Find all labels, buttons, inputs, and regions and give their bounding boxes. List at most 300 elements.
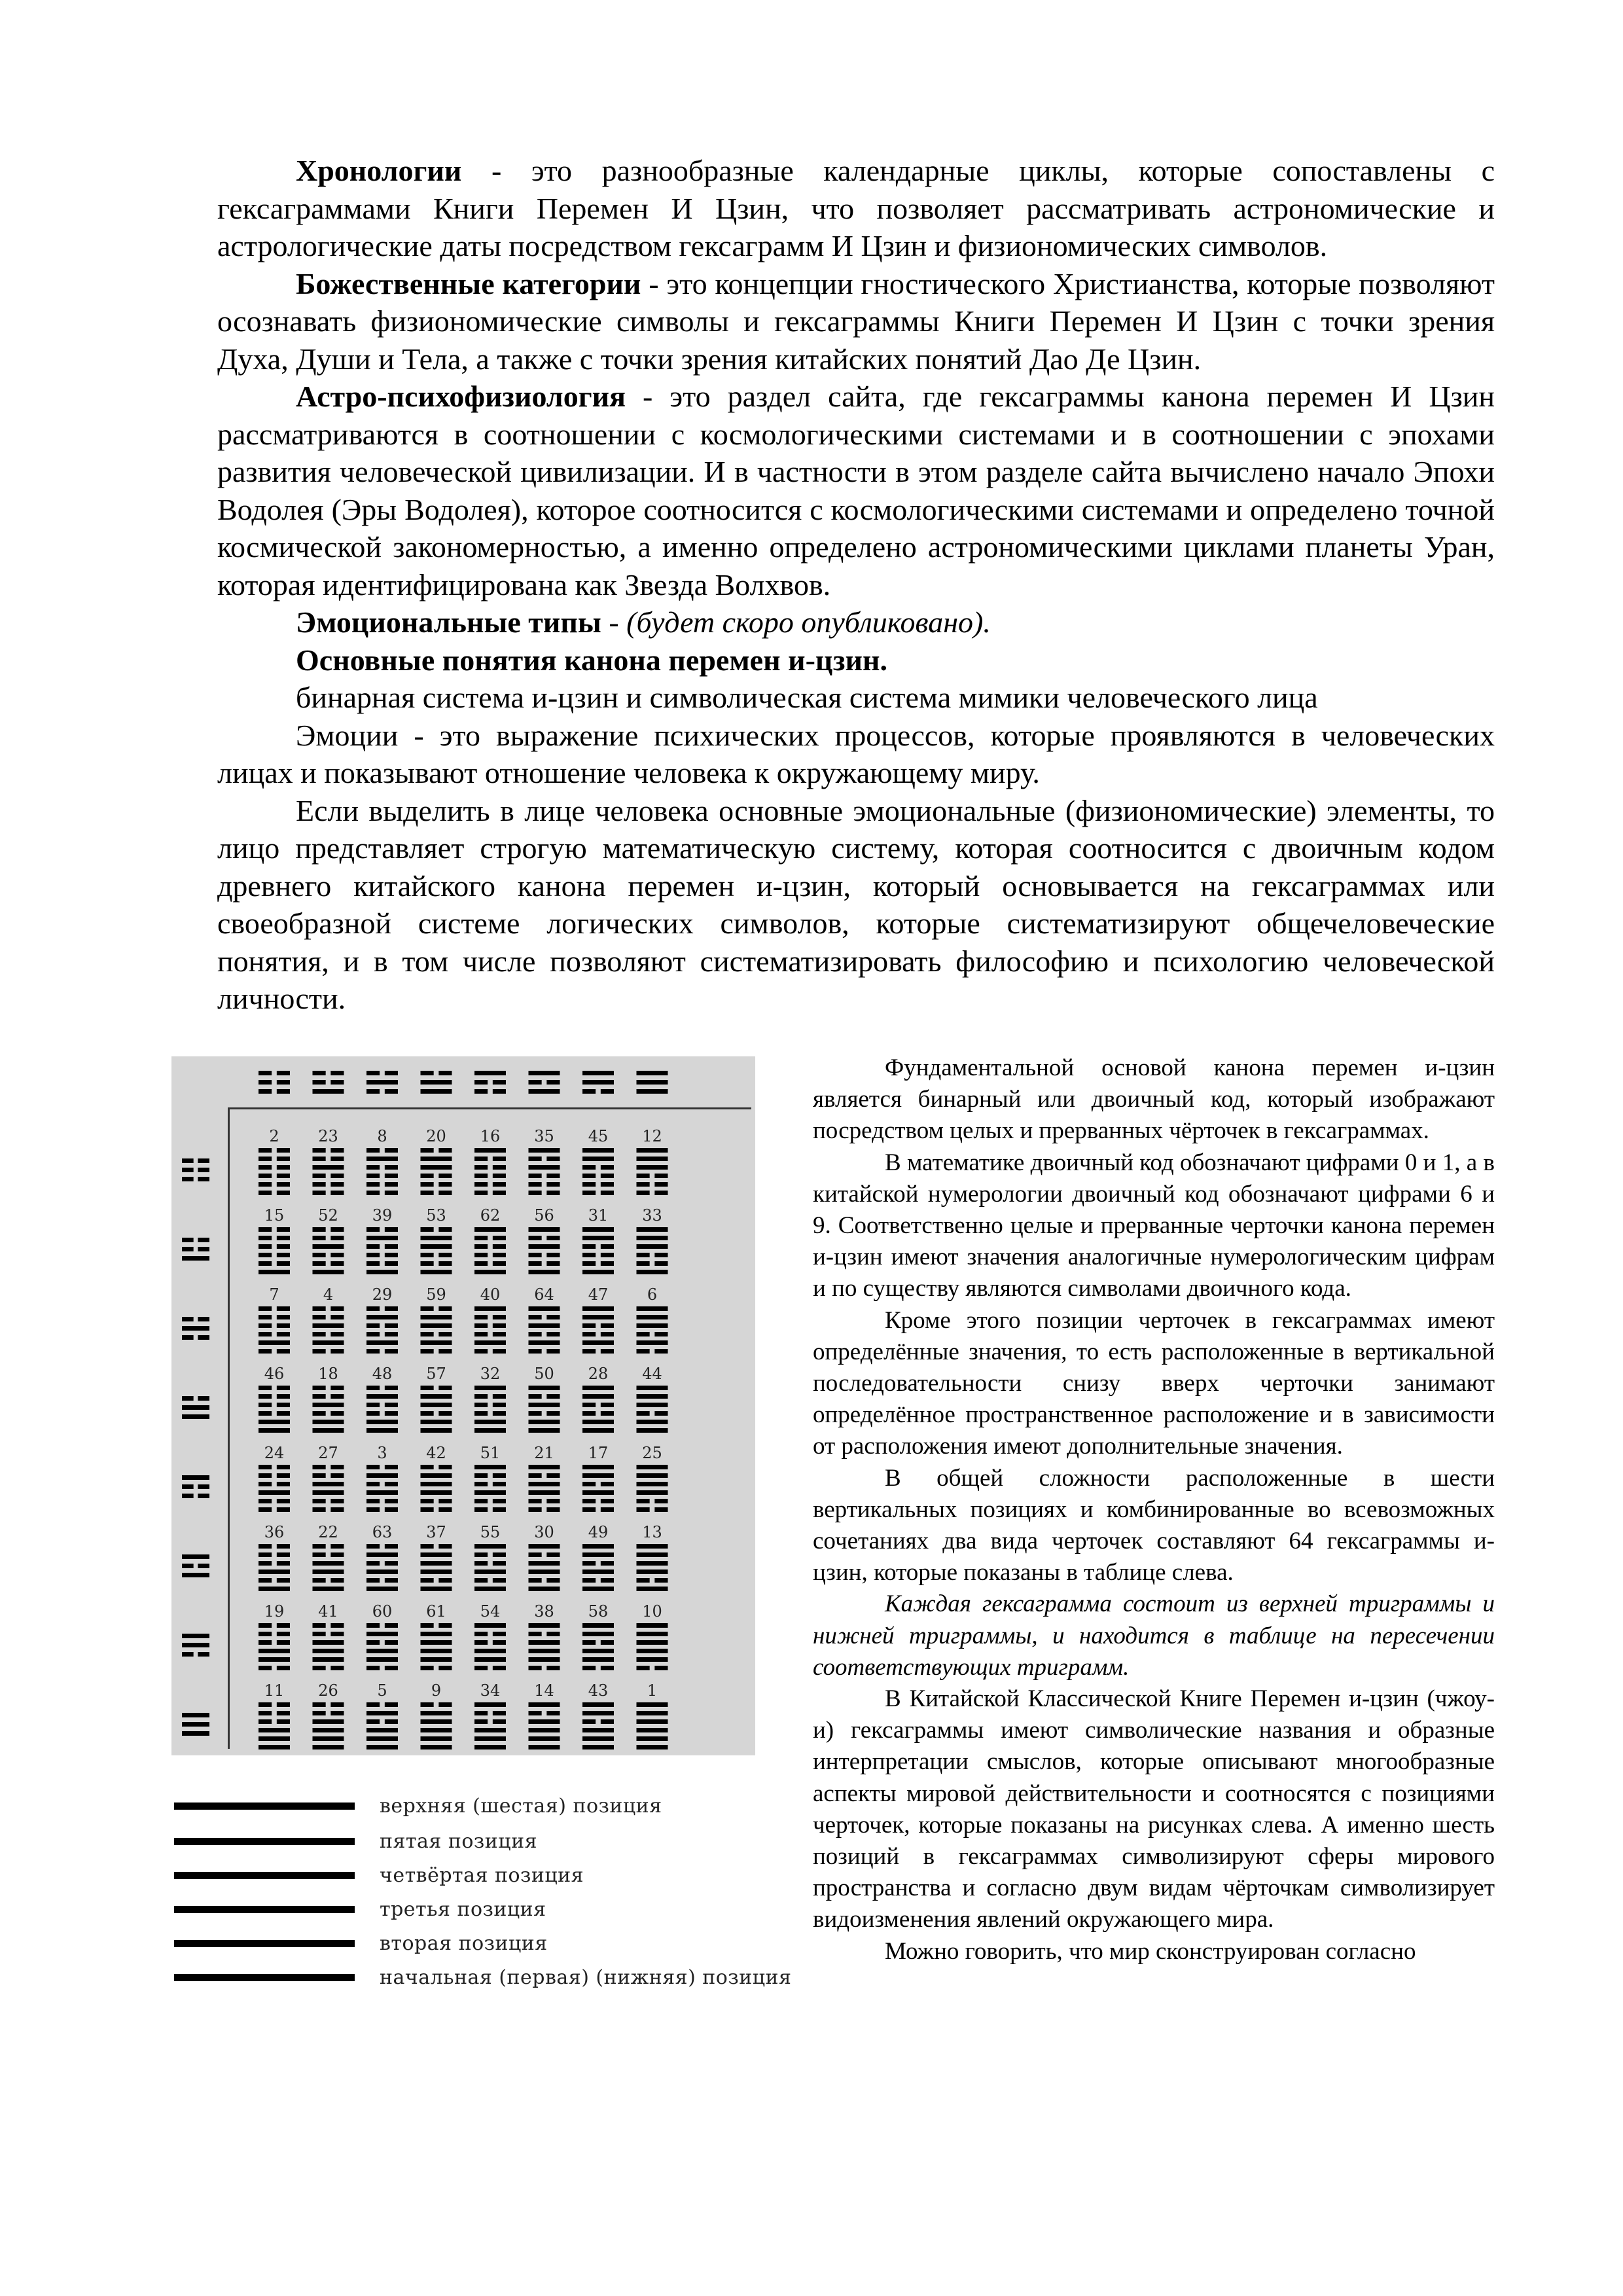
hexagram-line [474,1490,506,1495]
hexagram-line [313,1544,326,1549]
hexagram-line [529,1411,542,1416]
hexagram-line [330,1499,344,1503]
hexagram-line [313,1736,344,1741]
row-trigram-line [182,1643,209,1647]
hexagram-line [582,1174,596,1178]
hexagram-line [582,1711,614,1715]
header-trigram-line [385,1071,398,1075]
hexagram-line [601,1499,614,1503]
hexagram-line [366,1578,380,1583]
hexagram-number: 4 [323,1285,334,1304]
hexagram-line [421,1657,452,1662]
hexagram-line [421,1623,434,1628]
hexagram-line [474,1552,488,1557]
hexagram-line [529,1552,542,1557]
hexagram-line [529,1632,542,1636]
hexagram-line [421,1640,452,1645]
hexagram-number: 50 [534,1365,554,1383]
row-trigram-line [182,1177,194,1181]
hexagram-line [582,1499,596,1503]
hexagram-line [637,1666,650,1670]
hexagram-line [366,1640,380,1645]
hexagram-line [330,1182,344,1187]
hexagram-line [421,1428,452,1433]
row-trigram-line [182,1335,194,1340]
hexagram-line [313,1428,344,1433]
hexagram-line [330,1253,344,1257]
hexagram-line [474,1191,488,1195]
header-trigram-line [277,1080,290,1085]
hexagram-number: 13 [642,1523,662,1541]
hexagram-line [330,1174,344,1178]
hexagram-line [582,1428,614,1433]
hexagram-line [474,1253,488,1257]
header-trigram-line [313,1071,326,1075]
hexagram-line [421,1473,452,1478]
hexagram-line [493,1332,506,1336]
hexagram-line [637,1649,668,1653]
hexagram-line [259,1340,290,1345]
hexagram-line [366,1244,380,1249]
hexagram-line [493,1244,506,1249]
hexagram-line [546,1174,560,1178]
hexagram-line [330,1544,344,1549]
hexagram-line [259,1736,290,1741]
hexagram-line [313,1182,326,1187]
hexagram-line [421,1552,452,1557]
row-trigram-line [198,1238,209,1242]
hexagram-line [529,1165,560,1170]
hexagram-line [421,1411,434,1416]
hexagram-line [277,1165,290,1170]
hexagram-line [366,1165,380,1170]
hexagram-line [474,1649,506,1653]
header-trigram-line [259,1071,272,1075]
hexagram-line [582,1561,596,1566]
grid-rule-horizontal [228,1107,751,1109]
hexagram-line [546,1332,560,1336]
hexagram-line [313,1578,326,1583]
hexagram-line [546,1507,560,1512]
hexagram-line [493,1323,506,1328]
hexagram-line [259,1507,272,1512]
hexagram-line [637,1332,650,1336]
hexagram-line [474,1182,488,1187]
hexagram-line [366,1482,380,1486]
hexagram-line [259,1386,272,1390]
hexagram-line [366,1157,398,1161]
hexagram-line [259,1728,290,1732]
hexagram-line [366,1411,380,1416]
hexagram-line [474,1499,488,1503]
hexagram-number: 16 [480,1127,501,1145]
hexagram-line [474,1227,506,1232]
hexagram-number: 18 [318,1365,338,1383]
row-trigram-line [182,1475,209,1480]
row-trigram-line [182,1484,194,1489]
header-trigram-line [366,1089,380,1094]
hexagram-line [637,1244,668,1249]
hexagram-line [493,1640,506,1645]
hexagram-line [546,1411,560,1416]
header-trigram-line [582,1080,614,1085]
hexagram-number: 26 [318,1681,338,1700]
hexagram-line [474,1657,506,1662]
hexagram-line [313,1386,326,1390]
hexagram-line [582,1728,614,1732]
hexagram-line [366,1394,398,1399]
hexagram-line [421,1728,452,1732]
hexagram-line [601,1666,614,1670]
row-trigram-line [198,1484,209,1489]
hexagram-line [582,1386,614,1390]
header-trigram-line [421,1089,452,1094]
hexagram-line [385,1349,398,1354]
hexagram-line [438,1507,452,1512]
hexagram-line [474,1473,488,1478]
hexagram-line [637,1745,668,1749]
header-trigram-line [546,1080,560,1085]
hexagram-line [582,1666,596,1670]
hexagram-line [601,1191,614,1195]
hexagram-number: 56 [534,1206,554,1225]
hexagram-line [366,1507,380,1512]
hexagram-line [366,1340,398,1345]
hexagram-line [313,1632,326,1636]
hexagram-line [474,1261,488,1266]
hexagram-line [529,1174,542,1178]
hexagram-number: 64 [534,1285,554,1304]
row-trigram-line [198,1564,209,1568]
hexagram-line [438,1332,452,1336]
hexagram-line [277,1640,290,1645]
hexagram-line [546,1191,560,1195]
paragraph-trigrams: Каждая гексаграмма состоит из верхней триграммы и нижней триграммы, и находится в таблице на пересечении соответствующих триграмм. [813,1590,1495,1681]
hexagram-line [259,1182,272,1187]
hexagram-number: 48 [372,1365,393,1383]
hexagram-line [366,1745,398,1749]
hexagram-line [529,1587,560,1591]
row-trigram-line [182,1564,194,1568]
hexagram-line [637,1191,650,1195]
hexagram-line [474,1482,488,1486]
hexagram-line [313,1719,344,1724]
hexagram-line [637,1736,668,1741]
hexagram-line [637,1490,668,1495]
hexagram-line [474,1386,506,1390]
hexagram-line [654,1666,668,1670]
hexagram-line [582,1702,614,1707]
hexagram-line [474,1244,488,1249]
header-trigram-line [313,1080,326,1085]
hexagram-line [529,1544,560,1549]
hexagram-line [385,1640,398,1645]
hexagram-line [438,1411,452,1416]
header-trigram-line [385,1089,398,1094]
header-trigram-line [330,1071,344,1075]
hexagram-line [474,1623,506,1628]
hexagram-line [259,1315,272,1319]
hexagram-line [438,1174,452,1178]
section-heading: Основные понятия канона перемен и-цзин. [296,643,887,677]
hexagram-line [313,1482,344,1486]
hexagram-line [582,1148,614,1153]
paragraph-divine-categories: Божественные категории - это концепции гностического Христианства, которые позволяют осознавать физиономические символы и гексаграммы Книги Перемен И Цзин с точки зрения Духа, Души и Тела, а также с точки зрения китайских понятий Дао Де Цзин. [217,266,1495,376]
hexagram-line [421,1745,452,1749]
hexagram-line [366,1649,398,1653]
hexagram-line [582,1465,614,1469]
hexagram-line [313,1148,326,1153]
hexagram-line [546,1394,560,1399]
paragraph-combinations: В общей сложности расположенные в шести вертикальных позициях и комбинированные во всевозможных сочетаниях два вида черточек составляют 64 гексаграммы и-цзин, которые показаны в таблице слева. [813,1464,1495,1587]
header-trigram-line [330,1080,344,1085]
hexagram-table [171,1056,755,1755]
hexagram-line [277,1174,290,1178]
hexagram-line [259,1719,272,1724]
hexagram-line [582,1490,614,1495]
hexagram-line [313,1323,344,1328]
hexagram-line [546,1157,560,1161]
hexagram-line [259,1490,290,1495]
hexagram-line [637,1561,668,1566]
hexagram-line [529,1578,542,1583]
hexagram-number: 52 [318,1206,338,1225]
hexagram-line [637,1411,650,1416]
hexagram-line [259,1253,272,1257]
hexagram-line [529,1490,560,1495]
hexagram-line [582,1482,596,1486]
hexagram-line [529,1386,560,1390]
hexagram-line [529,1640,560,1645]
hexagram-line [385,1465,398,1469]
hexagram-line [582,1182,596,1187]
row-trigram-line [182,1238,194,1242]
hexagram-line [637,1711,668,1715]
hexagram-line [582,1270,614,1274]
hexagram-number: 36 [264,1523,285,1541]
hexagram-line [385,1578,398,1583]
hexagram-line [421,1270,452,1274]
hexagram-line [529,1736,560,1741]
row-trigram-line [182,1634,209,1638]
hexagram-line [637,1323,668,1328]
hexagram-line [421,1711,452,1715]
hexagram-line [421,1236,452,1240]
paragraph-math-code: В математике двоичный код обозначают цифрами 0 и 1, а в китайской нумерологии двоичный код обозначают цифрами 6 и 9. Соответственно целые и прерванные черточки канона перемен и-цзин имеют значения аналогичные нумерологическим цифрам и по существу являются символами двоичного кода. [813,1149,1495,1302]
hexagram-line [330,1261,344,1266]
hexagram-number: 15 [264,1206,285,1225]
hexagram-line [330,1148,344,1153]
hexagram-line [529,1270,560,1274]
hexagram-line [366,1587,398,1591]
intro-text [217,152,1495,1018]
hexagram-line [637,1165,668,1170]
hexagram-line [259,1165,272,1170]
hexagram-line [366,1270,398,1274]
hexagram-line [654,1411,668,1416]
hexagram-line [385,1507,398,1512]
hexagram-line [313,1666,326,1670]
hexagram-line [277,1666,290,1670]
hexagram-line [277,1182,290,1187]
hexagram-line [582,1411,596,1416]
hexagram-line [474,1632,488,1636]
hexagram-line [582,1306,614,1311]
hexagram-line [546,1499,560,1503]
row-trigram-line [198,1494,209,1498]
hexagram-line [366,1657,398,1662]
hexagram-number: 32 [480,1365,501,1383]
hexagram-line [259,1236,272,1240]
hexagram-line [330,1711,344,1715]
hexagram-line [385,1499,398,1503]
hexagram-line [529,1702,560,1707]
header-trigram-line [474,1089,488,1094]
hexagram-line [330,1507,344,1512]
legend-label: пятая позиция [380,1830,537,1853]
hexagram-line [366,1561,380,1566]
hexagram-line [313,1640,344,1645]
hexagram-line [637,1507,650,1512]
paragraph-world-construction: Можно говорить, что мир сконструирован согласно [885,1937,1416,1965]
hexagram-line [313,1745,344,1749]
hexagram-line [259,1552,272,1557]
paragraph-emotions: Эмоции - это выражение психических процессов, которые проявляются в человеческих лицах и показывают отношение человека к окружающему миру. [217,718,1495,789]
hexagram-line [582,1165,596,1170]
hexagram-line [474,1323,488,1328]
hexagram-line [637,1499,650,1503]
hexagram-number: 14 [534,1681,554,1700]
legend-row [171,1931,813,1957]
hexagram-line [313,1711,326,1715]
row-trigram-line [182,1554,209,1559]
hexagram-line [259,1465,272,1469]
hexagram-line [529,1473,542,1478]
hexagram-line [366,1261,380,1266]
hexagram-line [313,1623,326,1628]
hexagram-line [385,1386,398,1390]
hexagram-number: 58 [588,1602,609,1621]
hexagram-number: 31 [588,1206,609,1225]
hexagram-line [385,1403,398,1407]
hexagram-line [259,1499,272,1503]
hexagram-line [277,1711,290,1715]
hexagram-line [637,1632,668,1636]
hexagram-number: 44 [642,1365,662,1383]
hexagram-line [474,1394,488,1399]
hexagram-line [277,1148,290,1153]
hexagram-line [277,1332,290,1336]
hexagram-number: 63 [372,1523,393,1541]
hexagram-line [421,1253,434,1257]
hexagram-line [474,1148,506,1153]
header-trigram-line [277,1089,290,1094]
hexagram-line [366,1174,380,1178]
hexagram-line [277,1315,290,1319]
hexagram-line [277,1403,290,1407]
hexagram-line [601,1482,614,1486]
hexagram-line [474,1332,488,1336]
hexagram-line [277,1544,290,1549]
row-trigram-line [182,1414,209,1419]
hexagram-line [601,1640,614,1645]
hexagram-number: 6 [647,1285,658,1304]
hexagram-number: 25 [642,1444,662,1462]
hexagram-line [421,1666,434,1670]
hexagram-line [438,1253,452,1257]
hexagram-line [438,1465,452,1469]
row-trigram-line [182,1405,209,1410]
hexagram-line [366,1728,398,1732]
hexagram-line [366,1227,380,1232]
hexagram-line [493,1482,506,1486]
hexagram-line [277,1253,290,1257]
hexagram-line [438,1666,452,1670]
row-trigram-line [182,1317,194,1321]
hexagram-line [474,1465,506,1469]
hexagram-line [637,1403,668,1407]
row-trigram-line [182,1256,209,1261]
hexagram-line [313,1499,326,1503]
legend-row [171,1793,813,1820]
hexagram-line [637,1227,668,1232]
hexagram-line [259,1323,272,1328]
hexagram-line [529,1420,560,1424]
hexagram-line [330,1332,344,1336]
hexagram-line [637,1640,668,1645]
hexagram-line [582,1623,614,1628]
hexagram-line [546,1182,560,1187]
hexagram-line [529,1711,542,1715]
hexagram-line [421,1306,434,1311]
hexagram-line [637,1702,668,1707]
hexagram-line [313,1349,326,1354]
hexagram-line [385,1323,398,1328]
hexagram-line [493,1165,506,1170]
hexagram-number: 3 [377,1444,387,1462]
hexagram-line [385,1148,398,1153]
hexagram-number: 20 [426,1127,446,1145]
hexagram-line [259,1544,272,1549]
hexagram-line [438,1349,452,1354]
hexagram-line [259,1420,290,1424]
hexagram-line [637,1386,668,1390]
header-trigram-line [529,1080,542,1085]
hexagram-line [493,1719,506,1724]
hexagram-line [546,1473,560,1478]
hexagram-line [529,1623,560,1628]
hexagram-line [546,1552,560,1557]
hexagram-line [330,1394,344,1399]
hexagram-line [546,1666,560,1670]
hexagram-line [330,1157,344,1161]
hexagram-line [529,1403,560,1407]
hexagram-line [654,1174,668,1178]
hexagram-line [366,1148,380,1153]
hexagram-line [493,1236,506,1240]
hexagram-line [493,1711,506,1715]
hexagram-line [546,1578,560,1583]
hexagram-line [421,1315,452,1319]
hexagram-line [330,1191,344,1195]
hexagram-line [421,1465,434,1469]
hexagram-line [493,1552,506,1557]
hexagram-line [493,1349,506,1354]
hexagram-line [637,1261,650,1266]
hexagram-line [366,1323,380,1328]
hexagram-line [493,1157,506,1161]
hexagram-line [366,1386,380,1390]
